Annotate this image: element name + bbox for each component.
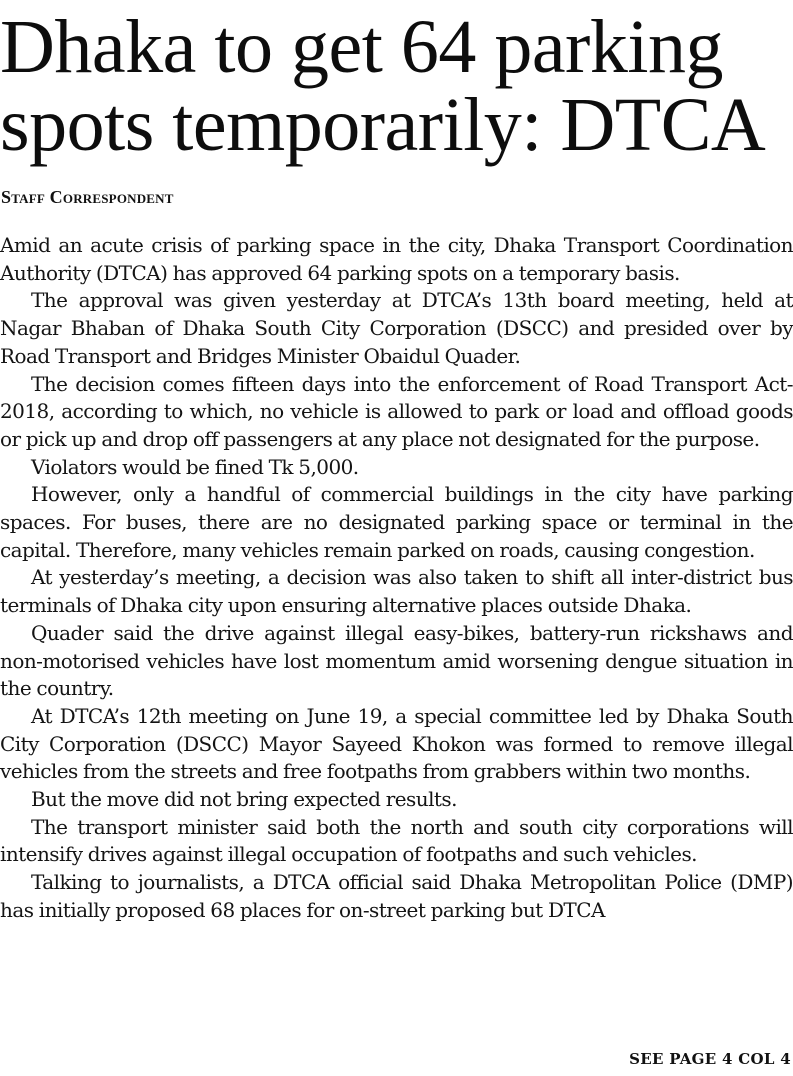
paragraph: The decision comes fifteen days into the enforcement of Road Transport Act-2018, according to which, no vehicle is allowed to park or load and offload goods or pick up and drop off passengers at any place not designated for the purpose. [0,371,793,451]
paragraph: But the move did not bring expected results. [31,787,457,812]
paragraph: The transport minister said both the north and south city corporations will intensify drives against illegal occupation of footpaths and such vehicles. [0,814,793,867]
paragraph: Amid an acute crisis of parking space in the city, Dhaka Transport Coordination Authority (DTCA) has approved 64 parking spots on a temporary basis. [0,233,793,285]
paragraph: However, only a handful of commercial buildings in the city have parking spaces. For buses, there are no designated parking space or terminal in the capital. Therefore, many vehicles remain parked on roads, causing congestion. [0,482,793,562]
paragraph: At yesterday’s meeting, a decision was also taken to shift all inter-district bus terminals of Dhaka city upon ensuring alternative places outside Dhaka. [0,565,793,618]
paragraph: Violators would be fined Tk 5,000. [31,454,359,479]
continuation-jump-line: SEE PAGE 4 COL 4 [629,1050,791,1068]
paragraph: At DTCA’s 12th meeting on June 19, a special committee led by Dhaka South City Corporation (DSCC) Mayor Sayeed Khokon was formed to remove illegal vehicles from the streets and free footpaths from grabbers within two months. [0,703,793,784]
paragraph: Talking to journalists, a DTCA official said Dhaka Metropolitan Police (DMP) has initially proposed 68 places for on-street parking but DTCA [0,870,793,922]
paragraph: The approval was given yesterday at DTCA’s 13th board meeting, held at Nagar Bhaban of Dhaka South City Corporation (DSCC) and presided over by Road Transport and Bridges Minister Obaidul Quader. [0,288,793,368]
article-body [0,232,793,925]
headline: Dhaka to get 64 parking spots temporarily: DTCA [0,5,766,167]
paragraph: Quader said the drive against illegal easy-bikes, battery-run rickshaws and non-motorised vehicles have lost momentum amid worsening dengue situation in the country. [0,620,793,701]
byline: Staff Correspondent [1,187,174,207]
